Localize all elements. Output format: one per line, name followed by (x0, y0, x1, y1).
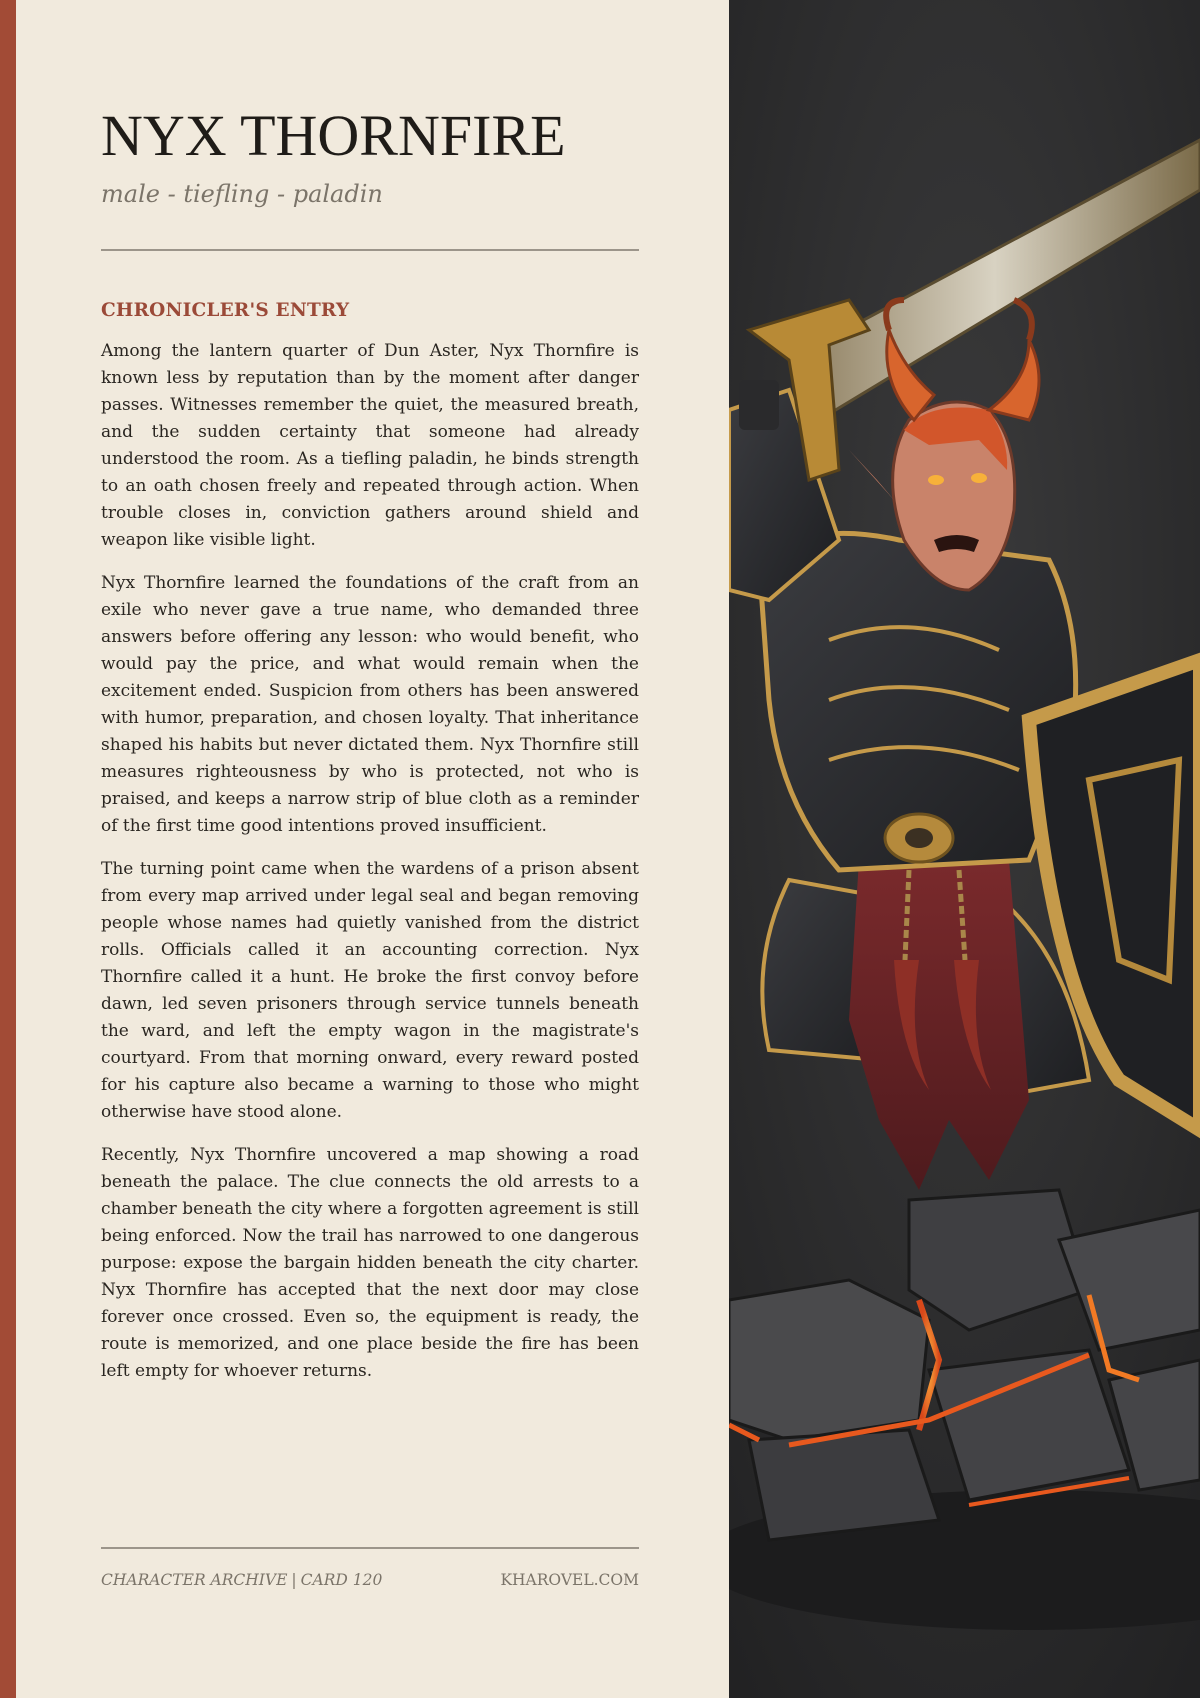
character-name: NYX THORNFIRE (101, 103, 566, 168)
entry-paragraph: Nyx Thornfire learned the foundations of the craft from an exile who never gave a true name, who demanded three answers before offering any lesson: who would benefit, who would pay the price, and what would remain when the excitement ended. Suspicion from others has been answered with humor, preparation, and chosen loyalty. That inheritance shaped his habits but never dictated them. Nyx Thornfire still measures righteousness by who is protected, not who is praised, and keeps a narrow strip of blue cloth as a reminder of the first time good intentions proved insufficient. (101, 573, 639, 836)
character-subtitle: male - tiefling - paladin (101, 180, 383, 208)
text-column (101, 0, 639, 1698)
card-label: CARD 120 (300, 1571, 383, 1589)
footer-site: KHAROVEL.COM (500, 1571, 639, 1589)
archive-label: CHARACTER ARCHIVE (101, 1571, 288, 1589)
divider-top (101, 249, 639, 251)
entry-paragraph: The turning point came when the wardens of a prison absent from every map arrived under legal seal and began removing people whose names had quietly vanished from the district rolls. Officials called it an accounting correction. Nyx Thornfire called it a hunt. He broke the first convoy before dawn, led seven prisoners through service tunnels beneath the ward, and left the empty wagon in the magistrate's courtyard. From that morning onward, every reward posted for his capture also became a warning to those who might otherwise have stood alone. (101, 859, 639, 1122)
entry-paragraph: Recently, Nyx Thornfire uncovered a map showing a road beneath the palace. The clue connects the old arrests to a chamber beneath the city where a forgotten agreement is still being enforced. Now the trail has narrowed to one dangerous purpose: expose the bargain hidden beneath the city charter. Nyx Thornfire has accepted that the next door may close forever once crossed. Even so, the equipment is ready, the route is memorized, and one place beside the fire has been left empty for whoever returns. (101, 1145, 639, 1381)
divider-bottom (101, 1547, 639, 1549)
character-image (729, 0, 1200, 1698)
accent-bar (0, 0, 16, 1698)
section-heading: CHRONICLER'S ENTRY (101, 300, 350, 321)
footer-archive (101, 1568, 382, 1592)
entry-body (101, 338, 639, 1401)
footer-separator: | (291, 1571, 297, 1589)
entry-paragraph: Among the lantern quarter of Dun Aster, Nyx Thornfire is known less by reputation than by the moment after danger passes. Witnesses remember the quiet, the measured breath, and the sudden certainty that someone had already understood the room. As a tiefling paladin, he binds strength to an oath chosen freely and repeated through action. When trouble closes in, conviction gathers around shield and weapon like visible light. (101, 341, 639, 550)
miniature-illustration (729, 0, 1200, 1698)
